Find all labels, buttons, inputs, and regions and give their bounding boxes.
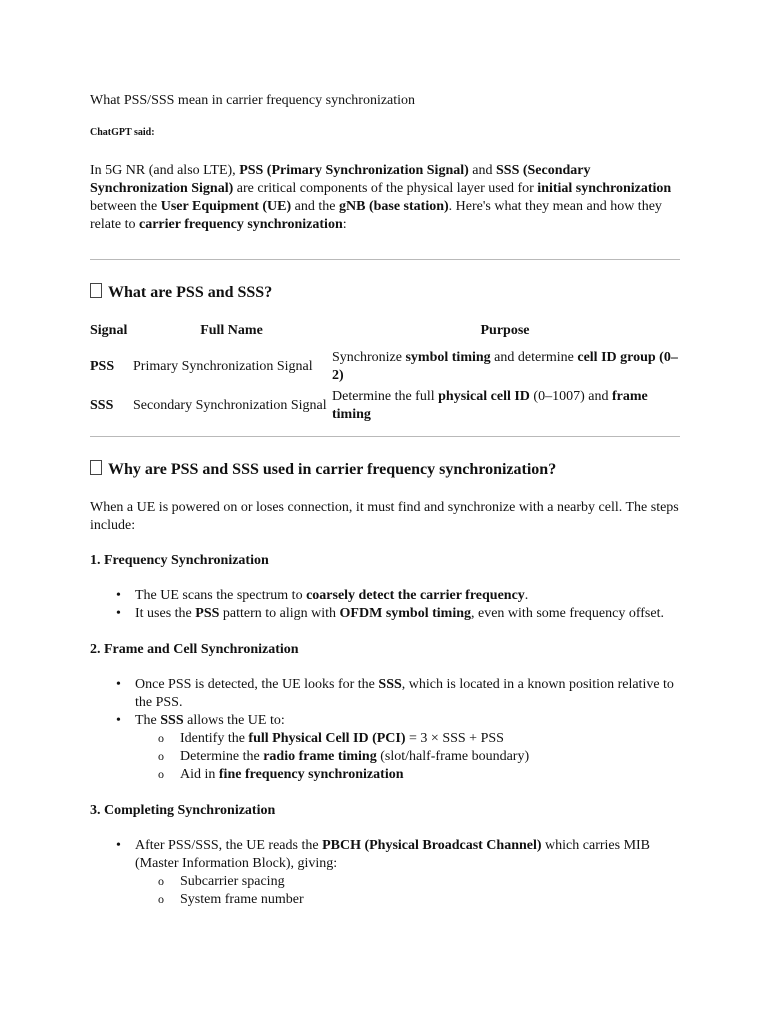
document-page xyxy=(90,92,680,927)
intro-paragraph xyxy=(90,162,680,234)
divider xyxy=(90,436,680,437)
sublist-item xyxy=(90,766,680,784)
item-text: , even with some frequency offset. xyxy=(471,606,664,621)
section-title: Why are PSS and SSS used in carrier frequency synchronization? xyxy=(108,461,557,478)
section-heading-what xyxy=(90,283,680,303)
step-1-list xyxy=(90,587,680,623)
list-item xyxy=(90,605,680,623)
divider xyxy=(90,259,680,260)
item-text: Aid in xyxy=(180,767,219,782)
table-cell-signal: PSS xyxy=(90,359,115,374)
purpose-text: (0–1007) and xyxy=(529,389,612,404)
intro-bold-carrier-sync: carrier frequency synchronization xyxy=(138,217,343,232)
list-item xyxy=(90,587,680,605)
step-2-sublist xyxy=(135,730,680,784)
purpose-bold: cell ID group (0–2) xyxy=(332,350,678,383)
intro-text: between the xyxy=(90,199,161,214)
intro-text: . Here's what they mean and how they relate to xyxy=(90,199,662,232)
purpose-text: and determine xyxy=(490,350,578,365)
item-text: After PSS/SSS, the UE reads the xyxy=(135,838,323,853)
purpose-bold: frame timing xyxy=(332,389,648,422)
sublist-item: o System frame number xyxy=(90,891,680,909)
item-text: , which is located in a known position relative to the PSS. xyxy=(135,677,674,710)
intro-text: and the xyxy=(291,199,339,214)
unknown-glyph-icon xyxy=(90,283,102,298)
item-text: Once PSS is detected, the UE looks for the xyxy=(135,677,379,692)
item-bold: SSS xyxy=(378,677,402,692)
intro-text: and xyxy=(468,163,496,178)
step-3-heading: 3. Completing Synchronization xyxy=(90,803,276,818)
list-item xyxy=(90,712,680,784)
item-bold: radio frame timing xyxy=(263,749,377,764)
item-bold: coarsely detect the carrier frequency xyxy=(306,588,525,603)
intro-bold-sss: SSS (Secondary Synchronization Signal) xyxy=(90,163,591,196)
intro-bold-gnb: gNB (base station) xyxy=(339,199,449,214)
table-row xyxy=(90,348,680,387)
section-title: What are PSS and SSS? xyxy=(108,284,273,301)
sublist-item: o Subcarrier spacing xyxy=(90,873,680,891)
table-row xyxy=(90,387,680,426)
step-2-list xyxy=(90,676,680,784)
item-text: (slot/half-frame boundary) xyxy=(376,749,530,764)
steps-intro: When a UE is powered on or loses connection, it must find and synchronize with a nearby cell. The steps include: xyxy=(90,500,679,533)
purpose-bold: symbol timing xyxy=(405,350,491,365)
table-cell-purpose xyxy=(332,348,680,387)
table-cell-full-name: Secondary Synchronization Signal xyxy=(133,398,327,413)
purpose-bold: physical cell ID xyxy=(438,389,530,404)
item-bold: PBCH (Physical Broadcast Channel) xyxy=(322,838,542,853)
table-cell-full-name: Primary Synchronization Signal xyxy=(133,359,313,374)
signals-table xyxy=(90,322,680,426)
speaker-label: ChatGPT said: xyxy=(90,127,155,138)
item-text: It uses the xyxy=(135,606,196,621)
item-bold: PSS xyxy=(195,606,220,621)
item-text: = 3 × SSS + PSS xyxy=(405,731,504,746)
table-header: Signal xyxy=(90,323,128,338)
purpose-text: Synchronize xyxy=(332,350,406,365)
item-text: Determine the xyxy=(180,749,264,764)
item-text: The xyxy=(135,713,161,728)
item-text: pattern to align with xyxy=(219,606,340,621)
list-item xyxy=(90,837,680,909)
step-1-heading: 1. Frequency Synchronization xyxy=(90,553,269,568)
step-2-heading: 2. Frame and Cell Synchronization xyxy=(90,642,299,657)
intro-text: are critical components of the physical layer used for xyxy=(233,181,538,196)
table-header: Full Name xyxy=(200,323,263,338)
item-text: Identify the xyxy=(180,731,249,746)
intro-bold-pss: PSS (Primary Synchronization Signal) xyxy=(239,163,469,178)
table-header-row xyxy=(90,322,680,348)
intro-text: : xyxy=(342,217,347,232)
item-text: which carries MIB (Master Information Block), giving: xyxy=(135,838,651,871)
user-question: What PSS/SSS mean in carrier frequency synchronization xyxy=(90,93,416,108)
section-heading-why xyxy=(90,460,680,480)
item-text: . xyxy=(524,588,529,603)
intro-bold-initial-sync: initial synchronization xyxy=(537,181,672,196)
list-item xyxy=(90,676,680,712)
step-3-list xyxy=(90,837,680,909)
sublist-item xyxy=(90,730,680,748)
intro-bold-ue: User Equipment (UE) xyxy=(160,199,292,214)
item-bold: full Physical Cell ID (PCI) xyxy=(248,731,406,746)
unknown-glyph-icon xyxy=(90,460,102,475)
table-cell-purpose xyxy=(332,387,680,426)
table-cell-signal: SSS xyxy=(90,398,114,413)
item-text: The UE scans the spectrum to xyxy=(135,588,307,603)
step-3-sublist xyxy=(135,873,680,909)
sublist-item xyxy=(90,748,680,766)
item-bold: SSS xyxy=(160,713,184,728)
item-bold: OFDM symbol timing xyxy=(339,606,471,621)
item-bold: fine frequency synchronization xyxy=(218,767,404,782)
table-header: Purpose xyxy=(480,323,530,338)
intro-text: In 5G NR (and also LTE), xyxy=(90,163,240,178)
purpose-text: Determine the full xyxy=(332,389,439,404)
item-text: allows the UE to: xyxy=(183,713,285,728)
